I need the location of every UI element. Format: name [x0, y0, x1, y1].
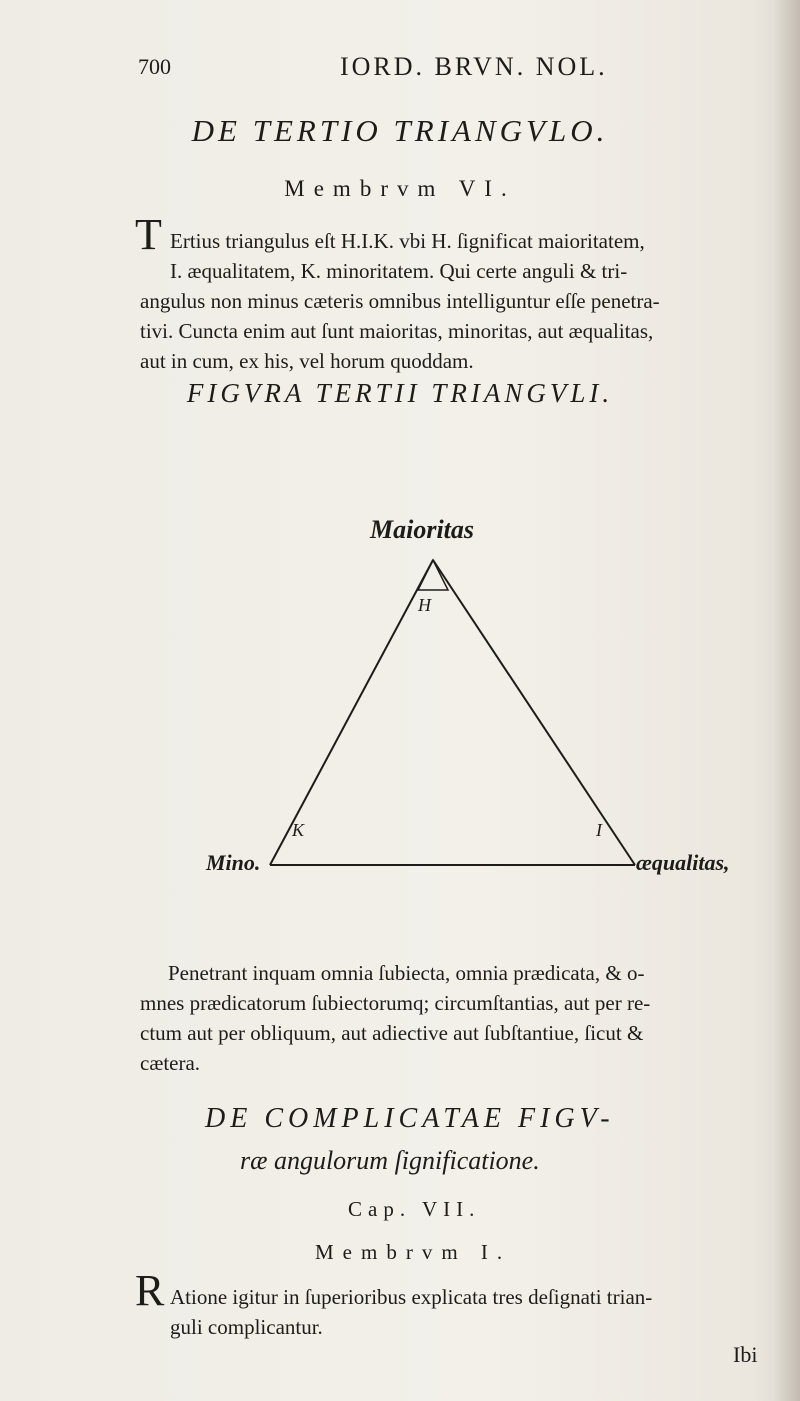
paragraph-line: Ertius triangulus eſt H.I.K. vbi H. ſignificat maioritatem, [170, 229, 645, 253]
paragraph-line: ctum aut per obliquum, aut adiective aut ſubſtantiue, ſicut & [140, 1021, 644, 1045]
triangle-figure [180, 500, 660, 900]
section2-title-line2: ræ angulorum ſignificatione. [240, 1146, 540, 1175]
triangle-outline [270, 560, 635, 865]
paragraph-line: cætera. [140, 1051, 201, 1075]
paragraph-line: Atione igitur in ſuperioribus explicata tres deſignati trian- [170, 1285, 653, 1309]
paragraph-line: Penetrant inquam omnia ſubiecta, omnia prædicata, & o- [168, 961, 645, 985]
dropcap-t: T [135, 210, 162, 259]
label-maioritas: Maioritas [370, 515, 475, 544]
dropcap-r: R [135, 1266, 165, 1315]
chapter-heading: Cap. VII. [348, 1197, 481, 1221]
running-head: IORD. BRVN. NOL. [340, 52, 608, 81]
vertex-k: K [292, 820, 305, 840]
paragraph-line: angulus non minus cæteris omnibus intelliguntur eſſe penetra- [140, 289, 660, 313]
section-title: DE TERTIO TRIANGVLO. [191, 113, 609, 148]
catchword: Ibi [733, 1342, 758, 1367]
vertex-i: I [596, 820, 602, 840]
figure-title: FIGVRA TERTII TRIANGVLI. [186, 378, 614, 408]
membrum-heading: Membrvm VI. [284, 176, 516, 201]
page-number: 700 [138, 54, 171, 79]
vertex-h: H [418, 595, 431, 615]
paragraph-line: guli complicantur. [170, 1315, 323, 1339]
label-aequalitas: æqualitas, [636, 850, 730, 875]
paragraph-line: tivi. Cuncta enim aut ſunt maioritas, minoritas, aut æqualitas, [140, 319, 654, 343]
paragraph-line: aut in cum, ex his, vel horum quoddam. [140, 349, 474, 373]
label-minoritas: Mino. [206, 850, 261, 875]
membrum2-heading: Membrvm I. [315, 1240, 512, 1264]
page-edge-shadow [774, 0, 800, 1401]
paragraph-line: mnes prædicatorum ſubiectorumq; circumſtantias, aut per re- [140, 991, 651, 1015]
paragraph-line: I. æqualitatem, K. minoritatem. Qui certe anguli & tri- [170, 259, 628, 283]
section2-title-line1: DE COMPLICATAE FIGV- [205, 1103, 615, 1134]
